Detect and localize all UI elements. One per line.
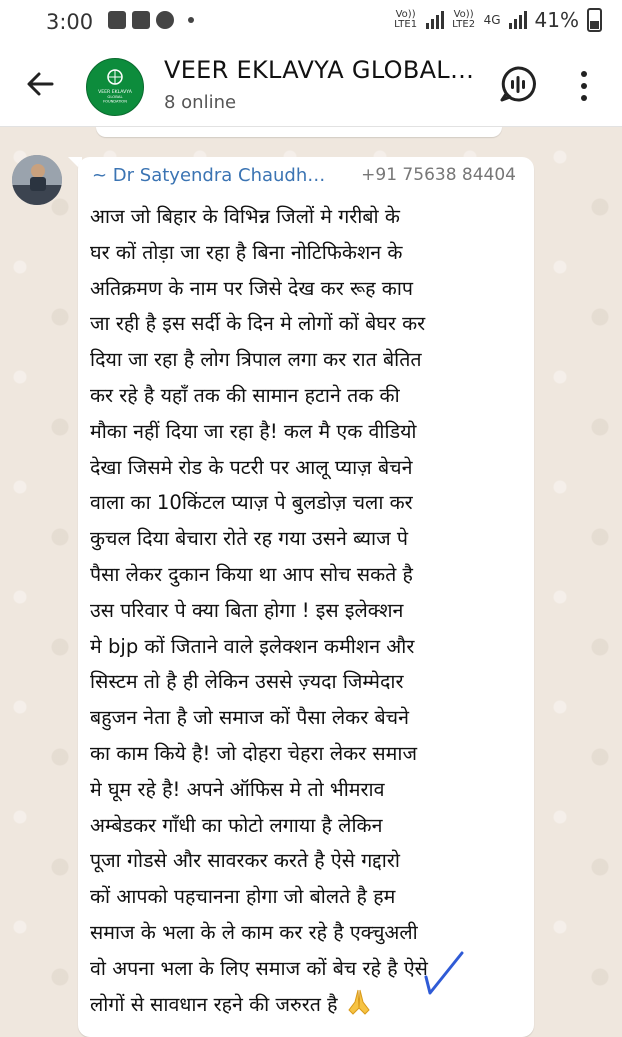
message-text	[90, 199, 526, 1022]
svg-text:GLOBAL: GLOBAL	[107, 94, 123, 99]
chat-area[interactable]	[0, 127, 622, 1024]
message-line: बहुजन नेता है जो समाज कों पैसा लेकर बेचने	[90, 706, 409, 730]
message-line: अतिक्रमण के नाम पर जिसे देख कर रूह काप	[90, 276, 414, 300]
arrow-left-icon[interactable]	[22, 66, 58, 102]
message-line: कों आपको पहचानना होगा जो बोलते है हम	[90, 885, 396, 909]
battery-percent: 41%	[534, 8, 579, 32]
sim1-label: Vo)) LTE1	[394, 9, 418, 30]
whatsapp-notification-icon	[156, 11, 174, 29]
notification-icons	[108, 11, 194, 29]
message-line: सिस्टम तो है ही लेकिन उससे ज़्यदा जिम्मेदार	[90, 670, 404, 694]
battery-icon	[587, 8, 602, 32]
message-line: कर रहे है यहाँ तक की सामान हटाने तक की	[90, 383, 400, 407]
sender-avatar[interactable]	[12, 155, 62, 205]
message-line: वो अपना भला के लिए समाज कों बेच रहे है ऐसे	[90, 956, 428, 980]
message-line: जा रही है इस सर्दी के दिन मे लोगों कों बेघर कर	[90, 312, 426, 336]
more-notifications-icon	[188, 17, 194, 23]
message-line: देखा जिसमे रोड के पटरी पर आलू प्याज़ बेचने	[90, 455, 413, 479]
sender-name[interactable]: ~ Dr Satyendra Chaudh…	[92, 165, 326, 186]
message-line: मे घूम रहे है! अपने ऑफिस मे तो भीमराव	[90, 777, 385, 801]
message-line: घर कों तोड़ा जा रहा है बिना नोटिफिकेशन के	[90, 240, 403, 264]
group-avatar[interactable]	[86, 58, 144, 116]
sim2-signal-icon	[509, 11, 527, 29]
person-avatar-icon	[12, 155, 62, 205]
message-line: समाज के भला के ले काम कर रहे है एक्चुअली	[90, 920, 418, 944]
chat-header	[0, 44, 622, 127]
previous-message-bubble[interactable]	[96, 127, 502, 137]
message-line: का काम किये है! जो दोहरा चेहरा लेकर समाज	[90, 741, 417, 765]
sim1-signal-icon	[426, 11, 444, 29]
network-type: 4G	[483, 13, 501, 27]
message-line: कुचल दिया बेचारा रोते रह गया उसने ब्याज पे	[90, 527, 408, 551]
foundation-logo-icon	[87, 59, 143, 115]
svg-text:VEER EKLAVYA: VEER EKLAVYA	[98, 90, 132, 95]
status-bar	[0, 0, 622, 44]
status-indicators	[394, 8, 602, 32]
message-line: अम्बेडकर गाँधी का फोटो लगाया है लेकिन	[90, 813, 383, 837]
gallery-notification-icon	[108, 11, 126, 29]
message-line: उस परिवार पे क्या बिता होगा ! इस इलेक्शन	[90, 598, 404, 622]
voice-chat-icon[interactable]	[498, 64, 538, 104]
more-vert-icon[interactable]	[574, 68, 594, 104]
youtube-notification-icon	[132, 11, 150, 29]
message-line: पूजा गोडसे और सावरकर करते है ऐसे गद्दारो	[90, 849, 400, 873]
message-line: दिया जा रहा है लोग त्रिपाल लगा कर रात बेतित	[90, 348, 422, 372]
message-line: मे bjp कों जिताने वाले इलेक्शन कमीशन और	[90, 634, 415, 658]
sim2-label: Vo)) LTE2	[452, 9, 476, 30]
group-name[interactable]: VEER EKLAVYA GLOBAL…	[164, 56, 475, 84]
message-line: वाला का 10किंटल प्याज़ पे बुलडोज़ चला कर	[90, 491, 413, 515]
sender-phone[interactable]: +91 75638 84404	[361, 165, 516, 185]
online-count: 8 online	[164, 92, 237, 113]
message-line: पैसा लेकर दुकान किया था आप सोच सकते है	[90, 562, 413, 586]
svg-text:FOUNDATION: FOUNDATION	[103, 99, 127, 104]
status-time: 3:00	[46, 10, 94, 34]
message-line: लोगों से सावधान रहने की जरुरत है	[90, 987, 526, 1023]
pen-annotation-mark	[422, 949, 468, 997]
message-line: आज जो बिहार के विभिन्न जिलों मे गरीबो के	[90, 205, 400, 228]
message-bubble[interactable]	[78, 157, 534, 1037]
folded-hands-emoji-icon	[346, 988, 372, 1016]
message-line: मौका नहीं दिया जा रहा है! कल मै एक वीडियो	[90, 419, 417, 443]
